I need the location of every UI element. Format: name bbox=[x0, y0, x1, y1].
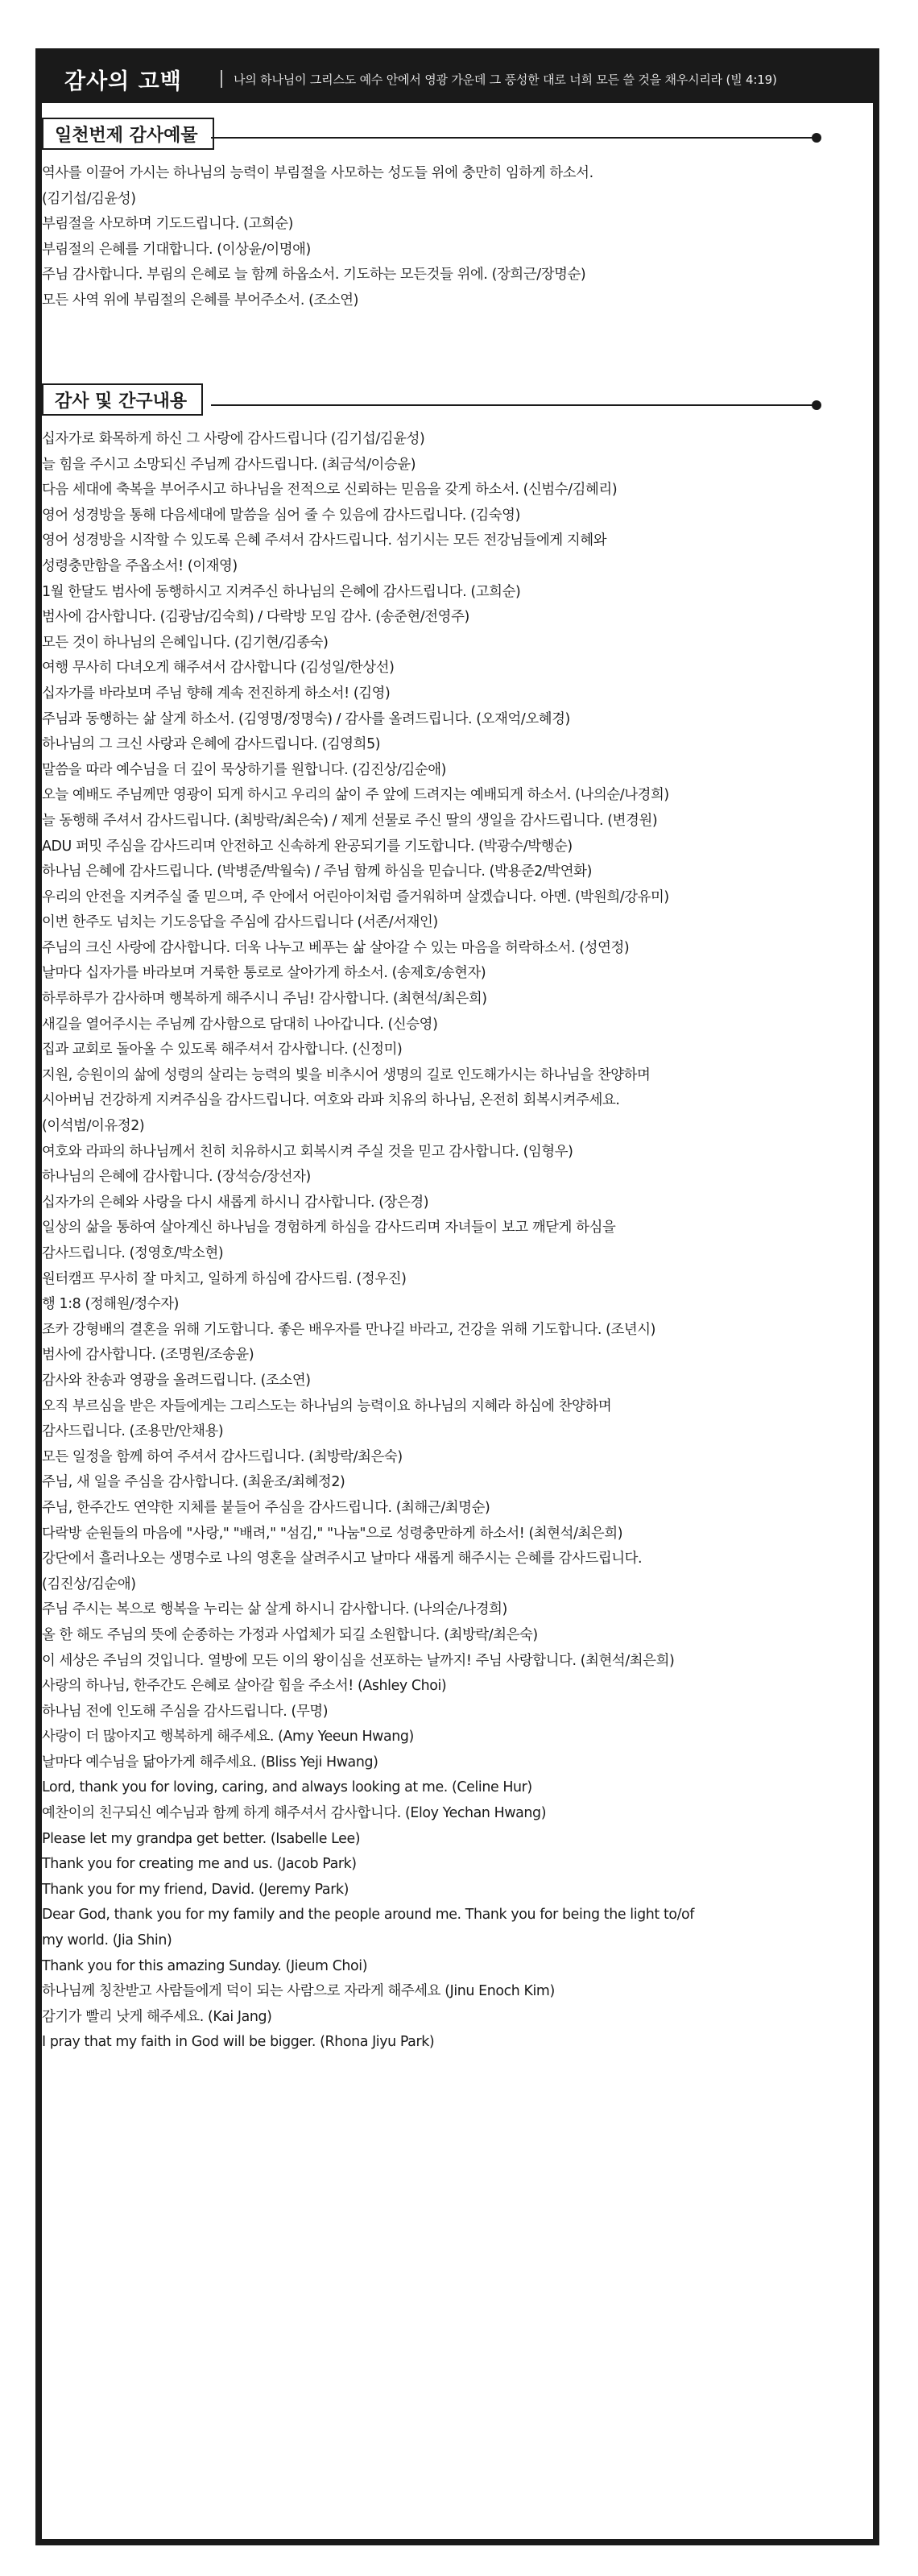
header-verse: 나의 하나님이 그리스도 예수 안에서 영광 가운데 그 풍성한 대로 너희 모든 쓸 것을 채우시리라 (빌 4:19) bbox=[234, 72, 777, 87]
list-item: 주님 감사합니다. 부림의 은혜로 늘 함께 하옵소서. 기도하는 모든것들 위에. (장희근/장명순) bbox=[42, 267, 586, 284]
list-item: 영어 성경방을 시작할 수 있도록 은혜 주셔서 감사드립니다. 섬기시는 모든 전강님들에게 지혜와 bbox=[42, 532, 607, 549]
list-item: 역사를 이끌어 가시는 하나님의 능력이 부림절을 사모하는 성도들 위에 충만히 임하게 하소서. bbox=[42, 165, 593, 181]
list-item: 하나님의 그 크신 사랑과 은혜에 감사드립니다. (김영희5) bbox=[42, 736, 381, 753]
list-item: 다음 세대에 축복을 부어주시고 하나님을 전적으로 신뢰하는 믿음을 갖게 하소서. (신범수/김혜리) bbox=[42, 482, 618, 499]
list-item: 이번 한주도 넘치는 기도응답을 주심에 감사드립니다 (서존/서재인) bbox=[42, 914, 438, 931]
list-item: 감사와 찬송과 영광을 올려드립니다. (조소연) bbox=[42, 1372, 311, 1389]
list-item: 날마다 예수님을 닮아가게 해주세요. (Bliss Yeji Hwang) bbox=[42, 1754, 378, 1770]
list-item: 영어 성경방을 통해 다음세대에 말씀을 심어 줄 수 있음에 감사드립니다. (김숙영) bbox=[42, 507, 520, 524]
section-rule-thanks bbox=[211, 404, 817, 406]
list-item: 십자가를 바라보며 주님 향해 계속 전진하게 하소서! (김영) bbox=[42, 685, 391, 702]
list-item: 여호와 라파의 하나님께서 친히 치유하시고 회복시켜 주실 것을 믿고 감사합니다. (임형우) bbox=[42, 1143, 573, 1160]
header-divider bbox=[221, 70, 222, 88]
list-item: 우리의 안전을 지켜주실 줄 믿으며, 주 안에서 어린아이처럼 즐거워하며 살겠습니다. 아멘. (박원희/강유미) bbox=[42, 888, 669, 905]
list-item: 날마다 십자가를 바라보며 거룩한 통로로 살아가게 하소서. (송제호/송현자) bbox=[42, 965, 486, 982]
page-title: 감사의 고백 bbox=[64, 68, 182, 94]
list-item: 여행 무사히 다녀오게 해주셔서 감사합니다 (김성일/한상선) bbox=[42, 660, 395, 677]
list-item: 부림절을 사모하며 기도드립니다. (고희순) bbox=[42, 216, 294, 233]
list-item: Thank you for this amazing Sunday. (Jieum Choi) bbox=[42, 1957, 368, 1974]
list-item: 원터캠프 무사히 잘 마치고, 일하게 하심에 감사드림. (정우진) bbox=[42, 1270, 407, 1287]
list-item: (이석범/이유정2) bbox=[42, 1118, 145, 1135]
list-item: 주님과 동행하는 삶 살게 하소서. (김영명/정명숙) / 감사를 올려드립니다. (오재억/오혜경) bbox=[42, 710, 570, 727]
list-item: 사랑의 하나님, 한주간도 은혜로 살아갈 힘을 주소서! (Ashley Choi) bbox=[42, 1678, 447, 1695]
list-item: 새길을 열어주시는 주님께 감사함으로 담대히 나아갑니다. (신승영) bbox=[42, 1016, 438, 1033]
list-item: 모든 것이 하나님의 은혜입니다. (김기현/김종숙) bbox=[42, 634, 329, 651]
list-item: 감사드립니다. (조용만/안채용) bbox=[42, 1423, 224, 1440]
section-heading-thanks bbox=[39, 383, 203, 416]
list-item: 감사드립니다. (정영호/박소현) bbox=[42, 1245, 224, 1261]
list-item: 모든 일정을 함께 하여 주셔서 감사드립니다. (최방락/최은숙) bbox=[42, 1448, 403, 1465]
list-item: my world. (Jia Shin) bbox=[42, 1932, 172, 1949]
offering-list bbox=[42, 161, 886, 314]
list-item: 시아버님 건강하게 지켜주심을 감사드립니다. 여호와 라파 치유의 하나님, 온전히 회복시켜주세요. bbox=[42, 1092, 620, 1109]
list-item: 주님 주시는 복으로 행복을 누리는 삶 살게 하시니 감사합니다. (나의순/나경희) bbox=[42, 1601, 507, 1618]
section-rule-dot bbox=[812, 400, 821, 410]
list-item: 하나님께 칭찬받고 사람들에게 덕이 되는 사람으로 자라게 해주세요 (Jinu Enoch Kim) bbox=[42, 1983, 555, 2000]
list-item: 모든 사역 위에 부림절의 은혜를 부어주소서. (조소연) bbox=[42, 292, 359, 309]
list-item: 십자가의 은혜와 사랑을 다시 새롭게 하시니 감사합니다. (장은경) bbox=[42, 1194, 429, 1211]
list-item: 하나님 전에 인도해 주심을 감사드립니다. (무명) bbox=[42, 1703, 329, 1720]
list-item: 늘 동행해 주셔서 감사드립니다. (최방락/최은숙) / 제게 선물로 주신 딸의 생일을 감사드립니다. (변경원) bbox=[42, 812, 658, 829]
list-item: 조카 강형배의 결혼을 위해 기도합니다. 좋은 배우자를 만나길 바라고, 건강을 위해 기도합니다. (조년시) bbox=[42, 1321, 656, 1338]
header-banner bbox=[42, 55, 873, 103]
list-item: (김기섭/김윤성) bbox=[42, 190, 136, 207]
list-item: 하나님의 은혜에 감사합니다. (장석승/장선자) bbox=[42, 1169, 311, 1186]
list-item: 다락방 순원들의 마음에 "사랑," "배려," "섬김," "나눔"으로 성령충만하게 하소서! (최현석/최은희) bbox=[42, 1525, 623, 1542]
list-item: 오직 부르심을 받은 자들에게는 그리스도는 하나님의 능력이요 하나님의 지혜라 하심에 찬양하며 bbox=[42, 1398, 612, 1414]
section-title-offering: 일천번제 감사예물 bbox=[43, 118, 214, 150]
list-item: Please let my grandpa get better. (Isabelle Lee) bbox=[42, 1830, 361, 1847]
list-item: Dear God, thank you for my family and the people around me. Thank you for being the light to/of bbox=[42, 1907, 695, 1924]
list-item: 하루하루가 감사하며 행복하게 해주시니 주님! 감사합니다. (최현석/최은희) bbox=[42, 991, 487, 1008]
list-item: ADU 퍼밋 주심을 감사드리며 안전하고 신속하게 완공되기를 기도합니다. (박광수/박행순) bbox=[42, 838, 573, 855]
section-rule-dot bbox=[812, 133, 821, 143]
section-title-thanks: 감사 및 간구내용 bbox=[43, 383, 203, 416]
list-item: 강단에서 흘러나오는 생명수로 나의 영혼을 살려주시고 날마다 새롭게 해주시는 은혜를 감사드립니다. bbox=[42, 1551, 643, 1568]
list-item: 십자가로 화목하게 하신 그 사랑에 감사드립니다 (김기섭/김윤성) bbox=[42, 431, 425, 447]
thanks-list bbox=[42, 427, 886, 2056]
list-item: 부림절의 은혜를 기대합니다. (이상윤/이명애) bbox=[42, 241, 311, 258]
list-item: 주님의 크신 사랑에 감사합니다. 더욱 나누고 베푸는 삶 살아갈 수 있는 마음을 허락하소서. (성연정) bbox=[42, 939, 630, 956]
list-item: 올 한 해도 주님의 뜻에 순종하는 가정과 사업체가 되길 소원합니다. (최방락/최은숙) bbox=[42, 1626, 538, 1643]
list-item: 집과 교회로 돌아올 수 있도록 해주셔서 감사합니다. (신정미) bbox=[42, 1042, 403, 1058]
list-item: 성령충만함을 주옵소서! (이재영) bbox=[42, 557, 238, 574]
list-item: 범사에 감사합니다. (조명원/조송윤) bbox=[42, 1347, 254, 1364]
list-item: 예찬이의 친구되신 예수님과 함께 하게 해주셔서 감사합니다. (Eloy Yechan Hwang) bbox=[42, 1805, 547, 1822]
list-item: 하나님 은혜에 감사드립니다. (박병준/박월숙) / 주님 함께 하심을 믿습니다. (박용준2/박연화) bbox=[42, 863, 592, 880]
list-item: 일상의 삶을 통하여 살아계신 하나님을 경험하게 하심을 감사드리며 자녀들이 보고 깨닫게 하심을 bbox=[42, 1220, 616, 1236]
list-item: I pray that my faith in God will be bigger. (Rhona Jiyu Park) bbox=[42, 2034, 435, 2051]
list-item: 이 세상은 주님의 것입니다. 열방에 모든 이의 왕이심을 선포하는 날까지! 주님 사랑합니다. (최현석/최은희) bbox=[42, 1652, 675, 1669]
list-item: 주님, 새 일을 주심을 감사합니다. (최윤조/최혜정2) bbox=[42, 1474, 345, 1491]
list-item: 1월 한달도 범사에 동행하시고 지켜주신 하나님의 은혜에 감사드립니다. (고희순) bbox=[42, 583, 521, 600]
list-item: 범사에 감사합니다. (김광남/김숙희) / 다락방 모임 감사. (송준현/전영주) bbox=[42, 609, 469, 626]
list-item: 감기가 빨리 낫게 해주세요. (Kai Jang) bbox=[42, 2008, 272, 2025]
list-item: Lord, thank you for loving, caring, and always looking at me. (Celine Hur) bbox=[42, 1779, 532, 1796]
section-rule-offering bbox=[211, 137, 817, 139]
list-item: (김진상/김순애) bbox=[42, 1576, 136, 1592]
list-item: 주님, 한주간도 연약한 지체를 붙들어 주심을 감사드립니다. (최해근/최명순) bbox=[42, 1499, 490, 1516]
list-item: 사랑이 더 많아지고 행복하게 해주세요. (Amy Yeeun Hwang) bbox=[42, 1729, 414, 1746]
section-heading-offering bbox=[39, 118, 214, 150]
list-item: Thank you for creating me and us. (Jacob Park) bbox=[42, 1856, 357, 1873]
list-item: 말씀을 따라 예수님을 더 깊이 묵상하기를 원합니다. (김진상/김순애) bbox=[42, 761, 447, 778]
list-item: Thank you for my friend, David. (Jeremy Park) bbox=[42, 1881, 349, 1898]
list-item: 지원, 승원이의 삶에 성령의 살리는 능력의 빛을 비추시어 생명의 길로 인도해가시는 하나님을 찬양하며 bbox=[42, 1066, 651, 1083]
list-item: 늘 힘을 주시고 소망되신 주님께 감사드립니다. (최금석/이승윤) bbox=[42, 456, 416, 473]
list-item: 행 1:8 (정해원/정수자) bbox=[42, 1296, 180, 1313]
list-item: 오늘 예배도 주님께만 영광이 되게 하시고 우리의 삶이 주 앞에 드려지는 예배되게 하소서. (나의순/나경희) bbox=[42, 787, 669, 804]
